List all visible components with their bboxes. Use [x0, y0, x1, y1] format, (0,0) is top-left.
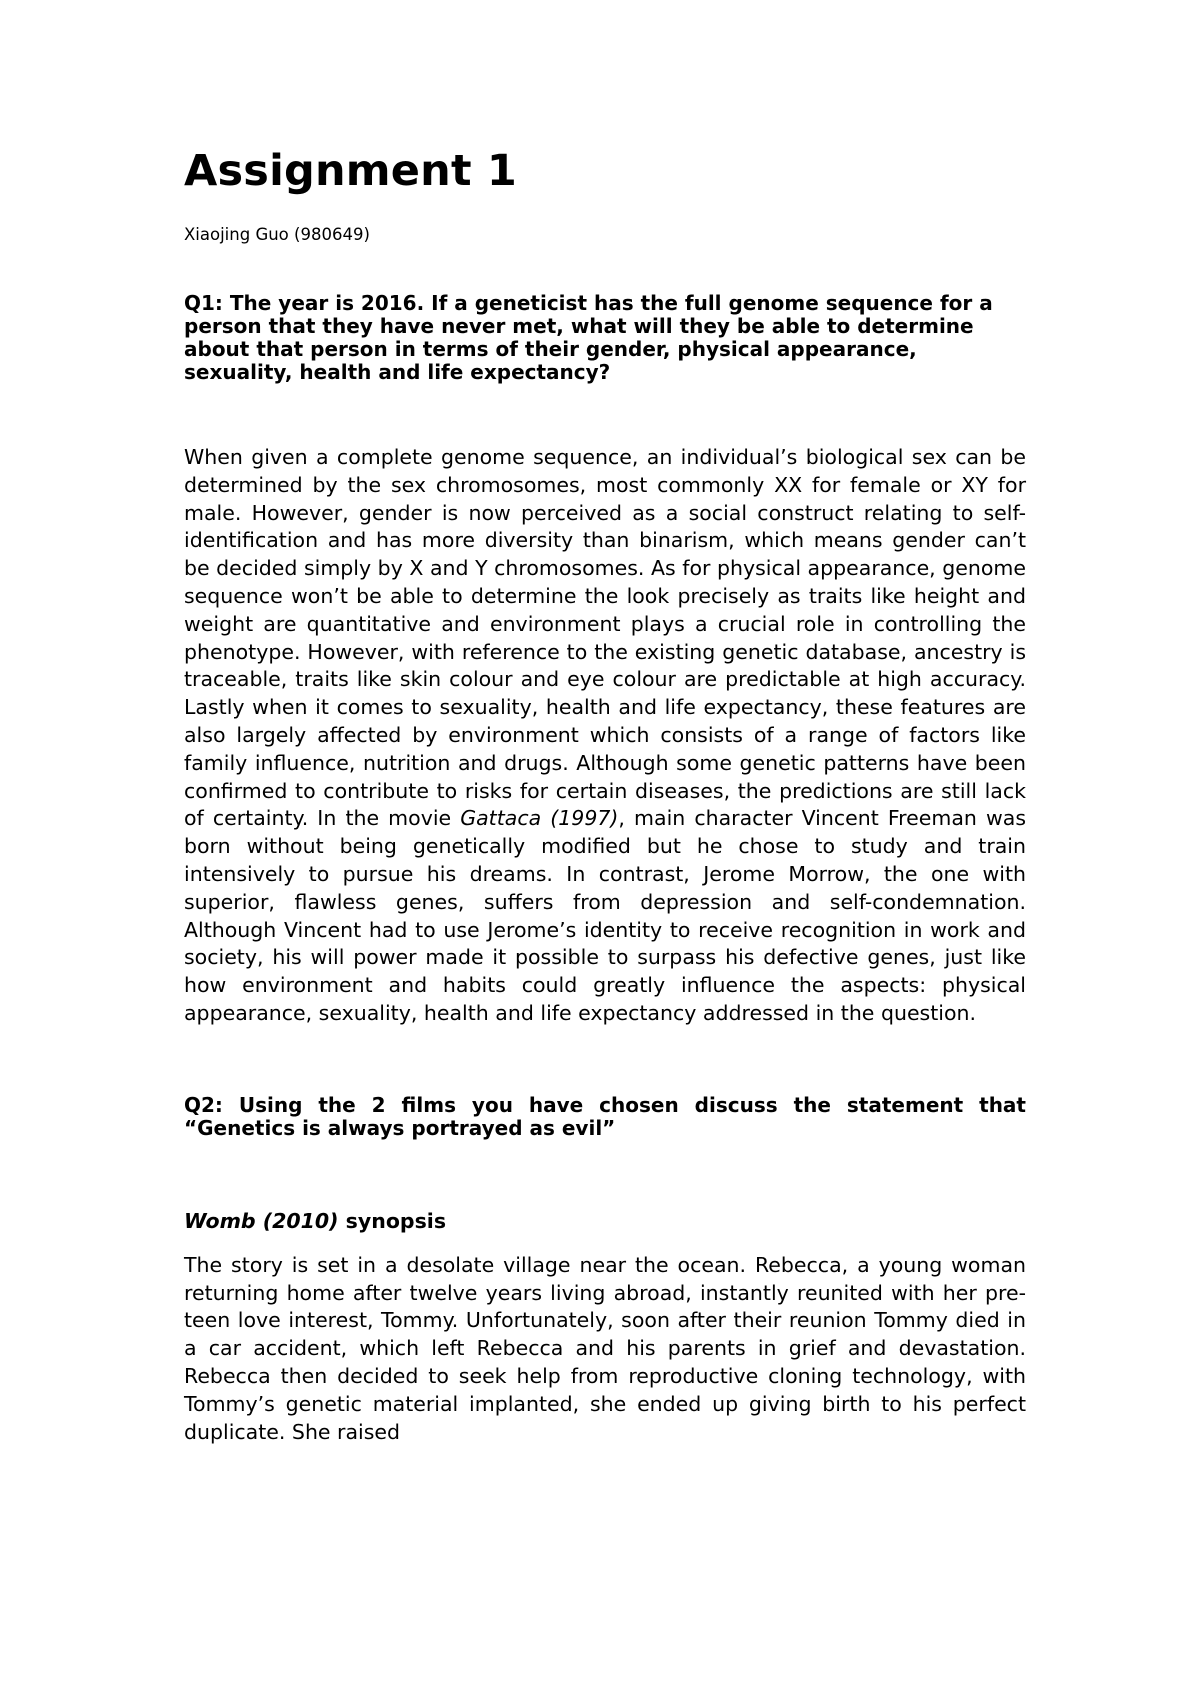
document-page [184, 140, 1026, 1446]
synopsis-film-title: Womb (2010) [184, 1208, 339, 1233]
document-title: Assignment 1 [184, 146, 518, 196]
answer-1-film-title: Gattaca (1997) [460, 806, 619, 831]
answer-1-part1: When given a complete genome sequence, an individual’s biological sex can be determined by the sex chromosomes, most commonly XX for female or XY for male. However, gender is now perceived as a social construct relating to self-identification and has more diversity than binarism, which means gender can’t be decided simply by X and Y chromosomes. As for physical appearance, genome sequence won’t be able to determine the look precisely as traits like height and weight are quantitative and environment plays a crucial role in controlling the phenotype. However, with reference to the existing genetic database, ancestry is traceable, traits like skin colour and eye colour are predictable at high accuracy. Lastly when it comes to sexuality, health and life expectancy, these features are also largely affected by environment which consists of a range of factors like family influence, nutrition and drugs. Although some genetic patterns have been confirmed to contribute to risks for certain diseases, the predictions are still lack of certainty. In the movie [184, 445, 1026, 831]
synopsis-label: synopsis [338, 1208, 447, 1233]
question-2: Q2: Using the 2 films you have chosen discuss the statement that “Genetics is always portrayed as evil” [184, 1092, 1026, 1140]
synopsis-heading [184, 1207, 1026, 1235]
author-line: Xiaojing Guo (980649) [184, 225, 370, 244]
question-1: Q1: The year is 2016. If a geneticist has the full genome sequence for a person that they have never met, what will they be able to determine about that person in terms of their gender, physical appearance, sexuality, health and life expectancy? [184, 291, 993, 384]
answer-1 [184, 444, 1026, 1028]
answer-1-part2: , main character Vincent Freeman was born without being genetically modified but he chose to study and train intensively to pursue his dreams. In contrast, Jerome Morrow, the one with superior, flawless genes, suffers from depression and self-condemnation. Although Vincent had to use Jerome’s identity to receive recognition in work and society, his will power made it possible to surpass his defective genes, just like how environment and habits could greatly influence the aspects: physical appearance, sexuality, health and life expectancy addressed in the question. [184, 806, 1027, 1025]
synopsis-text: The story is set in a desolate village near the ocean. Rebecca, a young woman returning home after twelve years living abroad, instantly reunited with her pre-teen love interest, Tommy. Unfortunately, soon after their reunion Tommy died in a car accident, which left Rebecca and his parents in grief and devastation. Rebecca then decided to seek help from reproductive cloning technology, with Tommy’s genetic material implanted, she ended up giving birth to his perfect duplicate. She raised [184, 1252, 1026, 1444]
